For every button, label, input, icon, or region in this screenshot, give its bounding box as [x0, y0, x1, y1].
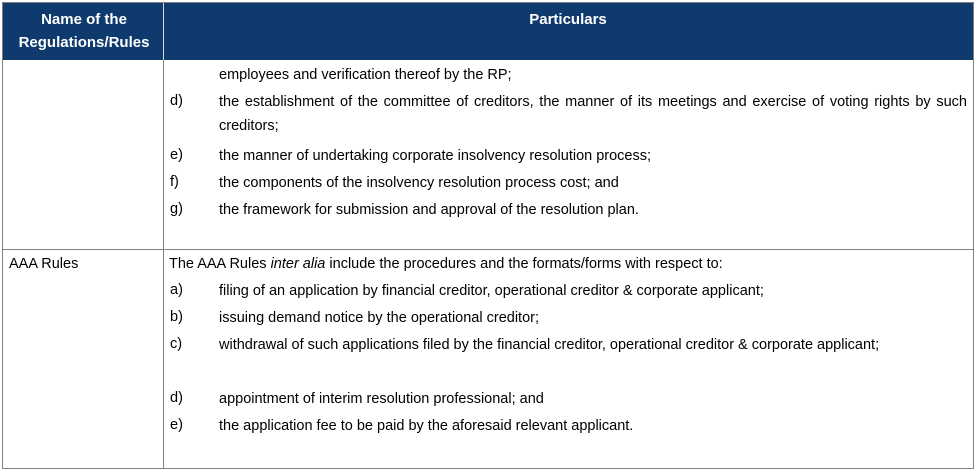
- row-divider: [3, 249, 973, 250]
- row1-item-f-label: f): [170, 174, 179, 190]
- row2-item-b-text: issuing demand notice by the operational creditor;: [219, 310, 539, 326]
- header-col1-label: Name of the Regulations/Rules: [18, 11, 150, 51]
- row1-item-f-text: the components of the insolvency resolution process cost; and: [219, 175, 619, 191]
- row1-item-g-label: g): [170, 201, 183, 217]
- row2-item-d-label: d): [170, 390, 183, 406]
- row1-item-d-text: the establishment of the committee of creditors, the manner of its meetings and exercise of voting rights by such creditors;: [219, 94, 967, 134]
- row2-item-d-text: appointment of interim resolution professional; and: [219, 391, 544, 407]
- row2-item-c-label: c): [170, 336, 183, 352]
- row2-item-b-label: b): [170, 309, 183, 325]
- row2-item-a-text: filing of an application by financial creditor, operational creditor & corporate applicant;: [219, 283, 764, 299]
- table-header: [3, 3, 973, 60]
- row2-item-a-label: a): [170, 282, 183, 298]
- regulations-table: [2, 2, 974, 469]
- row2-item-c-text: withdrawal of such applications filed by the financial creditor, operational creditor & corporate applicant;: [219, 337, 880, 353]
- row1-item-e-text: the manner of undertaking corporate insolvency resolution process;: [219, 148, 652, 164]
- row1-item-d-label: d): [170, 93, 183, 109]
- column-divider: [163, 60, 164, 468]
- row2-item-e-label: e): [170, 417, 183, 433]
- row1-item-g-text: the framework for submission and approval of the resolution plan.: [219, 202, 639, 218]
- header-col2-label: Particulars: [529, 11, 607, 28]
- row1-item-e-label: e): [170, 147, 183, 163]
- row2-item-e-text: the application fee to be paid by the aforesaid relevant applicant.: [219, 418, 634, 434]
- row2-name: AAA Rules: [9, 256, 79, 272]
- row2-intro: The AAA Rules inter alia include the procedures and the formats/forms with respect to:: [169, 256, 723, 272]
- row1-continued-text: employees and verification thereof by the RP;: [219, 67, 512, 83]
